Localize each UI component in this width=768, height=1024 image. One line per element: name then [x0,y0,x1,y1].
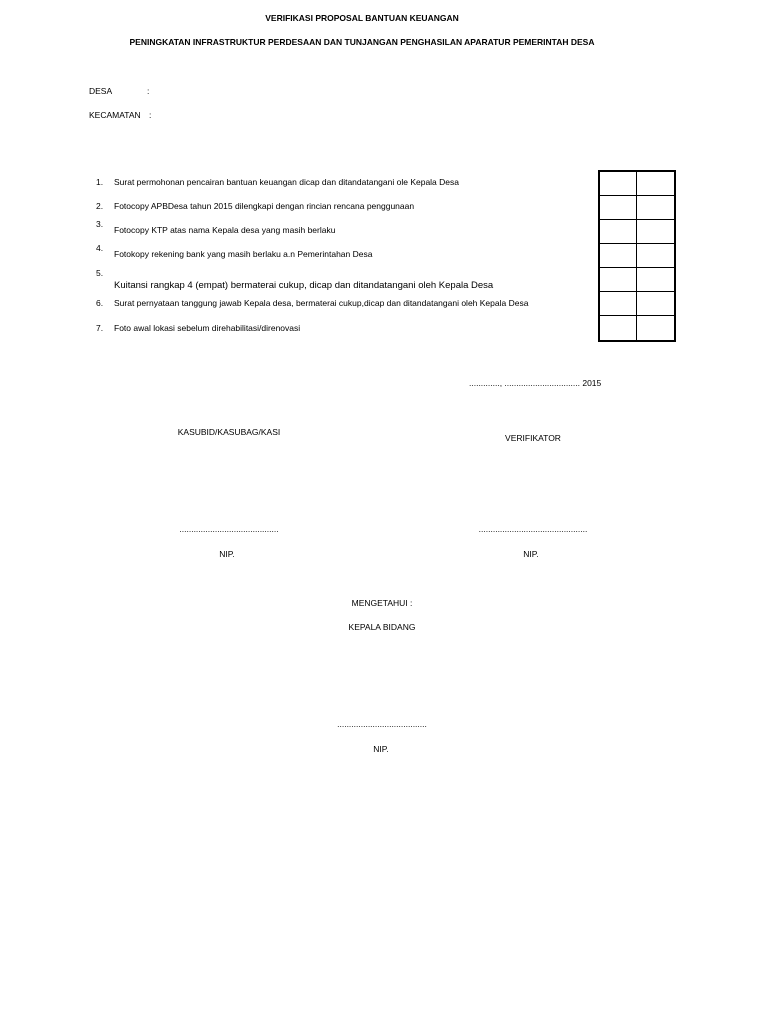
item-number: 2. [96,201,104,211]
checkbox-cell[interactable] [600,316,637,340]
checkbox-cell[interactable] [637,268,674,292]
right-signatory-title: VERIFIKATOR [505,433,561,443]
checkbox-cell[interactable] [637,244,674,268]
checkbox-cell[interactable] [637,196,674,220]
item-number: 4. [96,243,104,253]
checklist-item-5: Kuitansi rangkap 4 (empat) bermaterai cukup, dicap dan ditandatangani oleh Kepala Desa [114,280,494,291]
checkbox-cell[interactable] [637,292,674,316]
checkbox-cell[interactable] [637,316,674,340]
document-subtitle: PENINGKATAN INFRASTRUKTUR PERDESAAN DAN TUNJANGAN PENGHASILAN APARATUR PEMERINTAH DESA [129,37,595,47]
checklist-item-3: Fotocopy KTP atas nama Kepala desa yang masih berlaku [114,225,336,235]
item-number: 3. [96,219,104,229]
desa-label: DESA [89,86,113,96]
checkbox-cell[interactable] [600,244,637,268]
left-nip: NIP. [219,549,235,559]
checkbox-cell[interactable] [637,172,674,196]
checklist-item-6: Surat pernyataan tanggung jawab Kepala desa, bermaterai cukup,dicap dan ditandatangani oleh Kepala Desa [114,298,529,308]
checklist-item-4: Fotokopy rekening bank yang masih berlaku a.n Pemerintahan Desa [114,249,373,259]
left-signatory-title: KASUBID/KASUBAG/KASI [177,427,281,437]
bottom-nip: NIP. [373,744,389,754]
checklist-item-1: Surat permohonan pencairan bantuan keuangan dicap dan ditandatangani ole Kepala Desa [114,177,459,187]
mengetahui-label: MENGETAHUI : [351,598,413,608]
item-number: 1. [96,177,104,187]
checkbox-cell[interactable] [637,220,674,244]
checkbox-cell[interactable] [600,172,637,196]
checkbox-cell[interactable] [600,196,637,220]
checklist-item-7: Foto awal lokasi sebelum direhabilitasi/direnovasi [114,323,301,333]
left-signature-line: .......................................... [179,524,279,534]
checklist-item-2: Fotocopy APBDesa tahun 2015 dilengkapi dengan rincian rencana penggunaan [114,201,415,211]
kepala-bidang-title: KEPALA BIDANG [348,622,416,632]
right-signature-line: .............................................. [478,524,588,534]
kecamatan-colon: : [149,110,152,120]
right-nip: NIP. [523,549,539,559]
item-number: 6. [96,298,104,308]
date-line: ............., ................................ 2015 [469,378,602,388]
document-title: VERIFIKASI PROPOSAL BANTUAN KEUANGAN [265,13,459,23]
checkbox-cell[interactable] [600,292,637,316]
checkbox-cell[interactable] [600,268,637,292]
checkbox-cell[interactable] [600,220,637,244]
desa-colon: : [147,86,150,96]
bottom-signature-line: ...................................... [337,719,427,729]
item-number: 5. [96,268,104,278]
checkbox-grid [598,170,676,342]
kecamatan-label: KECAMATAN [89,110,141,120]
item-number: 7. [96,323,104,333]
